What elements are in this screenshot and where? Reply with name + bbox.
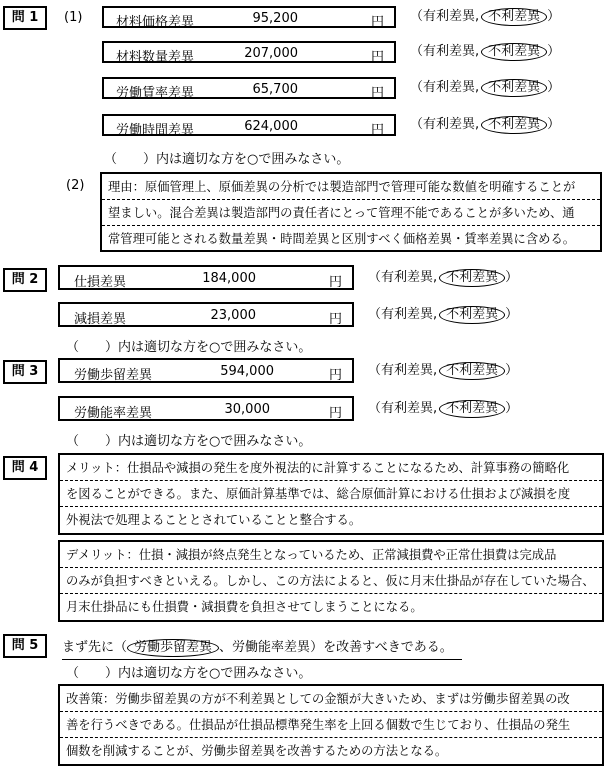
q1-row3-choice (410, 115, 560, 135)
q3-row0-choice (368, 361, 518, 381)
answer-sep: 、 (219, 640, 233, 655)
choice-close: ） (547, 44, 561, 59)
merit-line: 外視法で処理よることとされていることと整合する。 (66, 513, 362, 527)
q5-note: （ ）内は適切な方を○で囲みなさい。 (66, 666, 312, 681)
choice-open: （有利差異, (410, 80, 480, 95)
q2-row1-choice (368, 305, 518, 325)
q1-note: （ ）内は適切な方を○で囲みなさい。 (104, 152, 350, 167)
row-amount: 207,000 (244, 46, 298, 61)
q1-row-material-price (102, 6, 396, 28)
choice-open: （有利差異, (368, 307, 438, 322)
q4-label: 問 4 (3, 456, 47, 480)
choice-open: （有利差異, (410, 117, 480, 132)
q1-label: 問 1 (3, 6, 47, 30)
row-name: 労働能率差異 (74, 406, 153, 421)
choice-close: ） (547, 9, 561, 24)
q2-row-spoilage (58, 265, 354, 290)
choice-open: （有利差異, (368, 270, 438, 285)
q1-part1-marker: (1) (64, 10, 83, 25)
q3-row1-choice (368, 399, 518, 419)
row-name: 労働賃率差異 (116, 86, 195, 101)
q1-row-material-quantity (102, 41, 396, 63)
q2-row-shrinkage (58, 302, 354, 327)
q3-row-labor-yield (58, 358, 354, 383)
demerit-line: デメリット：仕損・減損が終点発生となっているため、正常減損費や正常仕損費は完成品 (60, 542, 602, 568)
q2-label: 問 2 (3, 268, 47, 292)
row-unit: 円 (328, 406, 342, 421)
choice-close: ） (505, 307, 519, 322)
q5-answer-line (62, 636, 462, 660)
q2-row0-choice (368, 268, 518, 288)
circled-choice: 不利差異 (439, 400, 505, 418)
row-unit: 円 (328, 275, 342, 290)
answer-prefix: まず先に（ (62, 640, 128, 655)
merit-line: を図ることができる。また、原価計算基準では、総合原価計算における仕損および減損を度 (60, 481, 602, 507)
choice-open: （有利差異, (410, 44, 480, 59)
circled-answer: 労働歩留差異 (127, 639, 219, 657)
choice-close: ） (505, 401, 519, 416)
q3-label: 問 3 (3, 360, 47, 384)
choice-close: ） (505, 270, 519, 285)
q5-label: 問 5 (3, 634, 47, 658)
q1-row-labor-time (102, 114, 396, 136)
q3-note: （ ）内は適切な方を○で囲みなさい。 (66, 434, 312, 449)
q1-reason-box (100, 172, 602, 252)
q1-row-labor-rate (102, 77, 396, 99)
row-amount: 594,000 (220, 364, 274, 379)
q2-note: （ ）内は適切な方を○で囲みなさい。 (66, 340, 312, 355)
choice-open: （有利差異, (368, 363, 438, 378)
q1-row1-choice (410, 42, 560, 62)
row-amount: 30,000 (224, 402, 270, 417)
policy-line: 善を行うべきである。仕損品が仕損品標準発生率を上回る個数で生じており、仕損品の発生 (60, 712, 602, 738)
policy-line: 個数を削減することが、労働歩留差異を改善するための方法となる。 (66, 744, 448, 758)
q5-policy-box (58, 684, 604, 766)
q3-row-labor-efficiency (58, 396, 354, 421)
row-unit: 円 (328, 312, 342, 327)
row-unit: 円 (370, 86, 384, 101)
row-name: 仕損差異 (74, 275, 127, 290)
q1-row0-choice (410, 7, 560, 27)
merit-line: メリット：仕損品や減損の発生を度外視法的に計算することになるため、計算事務の簡略化 (60, 455, 602, 481)
circled-choice: 不利差異 (481, 8, 547, 26)
q1-row2-choice (410, 78, 560, 98)
circled-choice: 不利差異 (439, 362, 505, 380)
row-unit: 円 (370, 123, 384, 138)
row-amount: 184,000 (202, 271, 256, 286)
row-name: 減損差異 (74, 312, 127, 327)
row-unit: 円 (328, 368, 342, 383)
row-amount: 624,000 (244, 119, 298, 134)
demerit-line: のみが負担すべきといえる。しかし、この方法によると、仮に月末仕掛品が存在していた場合、 (60, 568, 602, 594)
row-name: 労働時間差異 (116, 123, 195, 138)
circled-choice: 不利差異 (439, 306, 505, 324)
row-amount: 23,000 (210, 308, 256, 323)
q4-demerit-box (58, 540, 604, 622)
reason-line: 理由：原価管理上、原価差異の分析では製造部門で管理可能な数値を明確することが (102, 174, 600, 200)
reason-line: 常管理可能とされる数量差異・時間差異と区別すべく価格差異・賃率差異に含める。 (108, 232, 576, 246)
row-name: 材料価格差異 (116, 15, 195, 30)
circled-choice: 不利差異 (481, 79, 547, 97)
circled-choice: 不利差異 (481, 116, 547, 134)
circled-choice: 不利差異 (481, 43, 547, 61)
choice-close: ） (505, 363, 519, 378)
row-amount: 65,700 (252, 82, 298, 97)
row-unit: 円 (370, 50, 384, 65)
circled-choice: 不利差異 (439, 269, 505, 287)
choice-open: （有利差異, (410, 9, 480, 24)
reason-line: 望ましい。混合差異は製造部門の責任者にとって管理不能であることが多いため、通 (102, 200, 600, 226)
demerit-line: 月末仕掛品にも仕損費・減損費を負担させてしまうことになる。 (66, 600, 423, 614)
policy-line: 改善策：労働歩留差異の方が不利差異としての金額が大きいため、まずは労働歩留差異の改 (60, 686, 602, 712)
row-unit: 円 (370, 15, 384, 30)
q4-merit-box (58, 453, 604, 535)
answer-suffix: ）を改善すべきである。 (310, 640, 453, 655)
row-name: 材料数量差異 (116, 50, 195, 65)
choice-open: （有利差異, (368, 401, 438, 416)
q1-part2-marker: (2) (66, 178, 85, 193)
answer-other: 労働能率差異 (232, 640, 311, 655)
row-name: 労働歩留差異 (74, 368, 153, 383)
row-amount: 95,200 (252, 11, 298, 26)
choice-close: ） (547, 80, 561, 95)
choice-close: ） (547, 117, 561, 132)
